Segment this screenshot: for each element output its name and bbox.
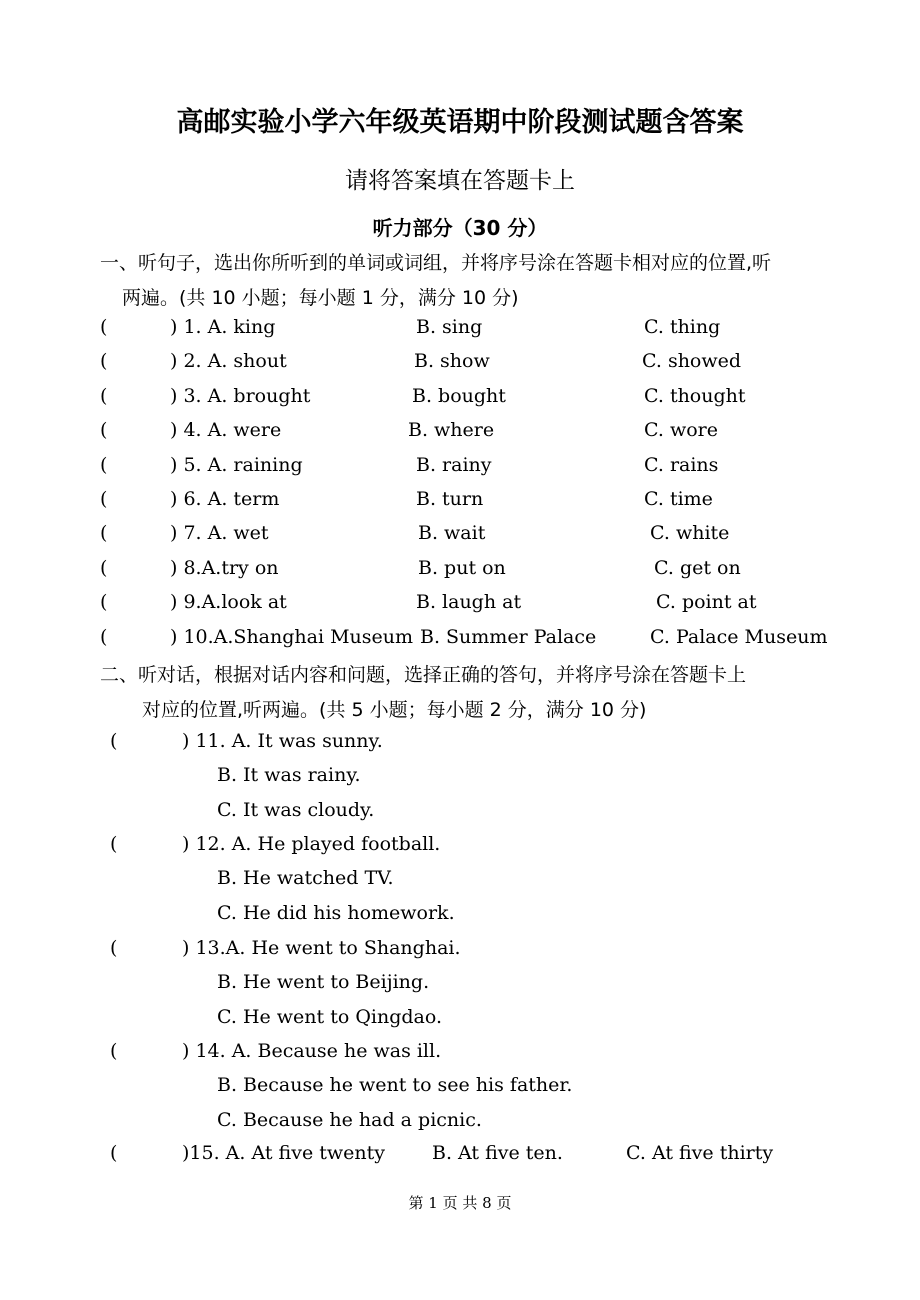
option-b: B. turn bbox=[416, 488, 484, 510]
answer-paren[interactable]: ( bbox=[100, 385, 108, 407]
option-c: C. wore bbox=[644, 419, 718, 441]
page-subtitle: 请将答案填在答题卡上 bbox=[345, 168, 575, 194]
option-c: C. thing bbox=[644, 316, 721, 338]
option-c: C. get on bbox=[654, 557, 741, 579]
part1-instruction-line2: 两遍。(共 10 小题；每小题 1 分，满分 10 分) bbox=[122, 287, 519, 309]
answer-paren[interactable]: ( bbox=[100, 350, 108, 372]
question-stem: ) 10.A.Shanghai Museum bbox=[170, 626, 414, 648]
option-b: B. wait bbox=[418, 522, 486, 544]
answer-paren[interactable]: ( bbox=[100, 316, 108, 338]
option-b: B. sing bbox=[416, 316, 483, 338]
part2-instruction-line2: 对应的位置,听两遍。(共 5 小题；每小题 2 分，满分 10 分) bbox=[142, 699, 647, 721]
option-b: B. bought bbox=[412, 385, 506, 407]
option-b: B. At five ten. bbox=[432, 1142, 563, 1164]
part2-instruction-line1: 二、听对话，根据对话内容和问题，选择正确的答句，并将序号涂在答题卡上 bbox=[100, 664, 747, 686]
option-b: B. He watched TV. bbox=[217, 867, 394, 889]
answer-paren[interactable]: ( bbox=[100, 454, 108, 476]
answer-paren[interactable]: ( bbox=[110, 1142, 118, 1164]
answer-paren[interactable]: ( bbox=[100, 626, 108, 648]
question-stem: ) 7. A. wet bbox=[170, 522, 269, 544]
option-c: C. rains bbox=[644, 454, 719, 476]
question-stem: ) 9.A.look at bbox=[170, 591, 287, 613]
option-c: C. Because he had a picnic. bbox=[217, 1109, 482, 1131]
option-b: B. where bbox=[408, 419, 495, 441]
option-c: C. At five thirty bbox=[626, 1142, 774, 1164]
option-c: C. He did his homework. bbox=[217, 902, 455, 924]
page-footer: 第 1 页 共 8 页 bbox=[408, 1194, 512, 1212]
option-b: B. Because he went to see his father. bbox=[217, 1074, 573, 1096]
option-b: B. rainy bbox=[416, 454, 492, 476]
option-c: C. He went to Qingdao. bbox=[217, 1006, 443, 1028]
option-c: C. time bbox=[644, 488, 713, 510]
question-stem: ) 6. A. term bbox=[170, 488, 280, 510]
option-b: B. laugh at bbox=[416, 591, 522, 613]
answer-paren[interactable]: ( bbox=[100, 591, 108, 613]
question-stem: ) 5. A. raining bbox=[170, 454, 303, 476]
option-c: C. thought bbox=[644, 385, 746, 407]
option-b: B. put on bbox=[418, 557, 506, 579]
section-heading: 听力部分（30 分） bbox=[372, 216, 548, 240]
answer-paren[interactable]: ( bbox=[100, 419, 108, 441]
question-stem: ) 13.A. He went to Shanghai. bbox=[182, 937, 461, 959]
question-stem: ) 4. A. were bbox=[170, 419, 282, 441]
option-c: C. Palace Museum bbox=[650, 626, 828, 648]
part1-instruction-line1: 一、听句子，选出你所听到的单词或词组，并将序号涂在答题卡相对应的位置,听 bbox=[100, 252, 772, 274]
option-b: B. He went to Beijing. bbox=[217, 971, 430, 993]
option-c: C. white bbox=[650, 522, 730, 544]
page-title: 高邮实验小学六年级英语期中阶段测试题含答案 bbox=[176, 107, 744, 138]
answer-paren[interactable]: ( bbox=[100, 557, 108, 579]
question-stem: ) 1. A. king bbox=[170, 316, 276, 338]
question-stem: ) 11. A. It was sunny. bbox=[182, 730, 383, 752]
question-stem: )15. A. At five twenty bbox=[182, 1142, 385, 1164]
question-stem: ) 2. A. shout bbox=[170, 350, 287, 372]
question-stem: ) 14. A. Because he was ill. bbox=[182, 1040, 442, 1062]
answer-paren[interactable]: ( bbox=[100, 488, 108, 510]
answer-paren[interactable]: ( bbox=[110, 833, 118, 855]
answer-paren[interactable]: ( bbox=[110, 1040, 118, 1062]
answer-paren[interactable]: ( bbox=[110, 937, 118, 959]
question-stem: ) 3. A. brought bbox=[170, 385, 311, 407]
answer-paren[interactable]: ( bbox=[100, 522, 108, 544]
option-c: C. It was cloudy. bbox=[217, 799, 375, 821]
option-c: C. showed bbox=[642, 350, 742, 372]
option-b: B. show bbox=[414, 350, 490, 372]
answer-paren[interactable]: ( bbox=[110, 730, 118, 752]
question-stem: ) 12. A. He played football. bbox=[182, 833, 441, 855]
option-b: B. Summer Palace bbox=[420, 626, 597, 648]
option-c: C. point at bbox=[656, 591, 757, 613]
option-b: B. It was rainy. bbox=[217, 764, 361, 786]
question-stem: ) 8.A.try on bbox=[170, 557, 279, 579]
